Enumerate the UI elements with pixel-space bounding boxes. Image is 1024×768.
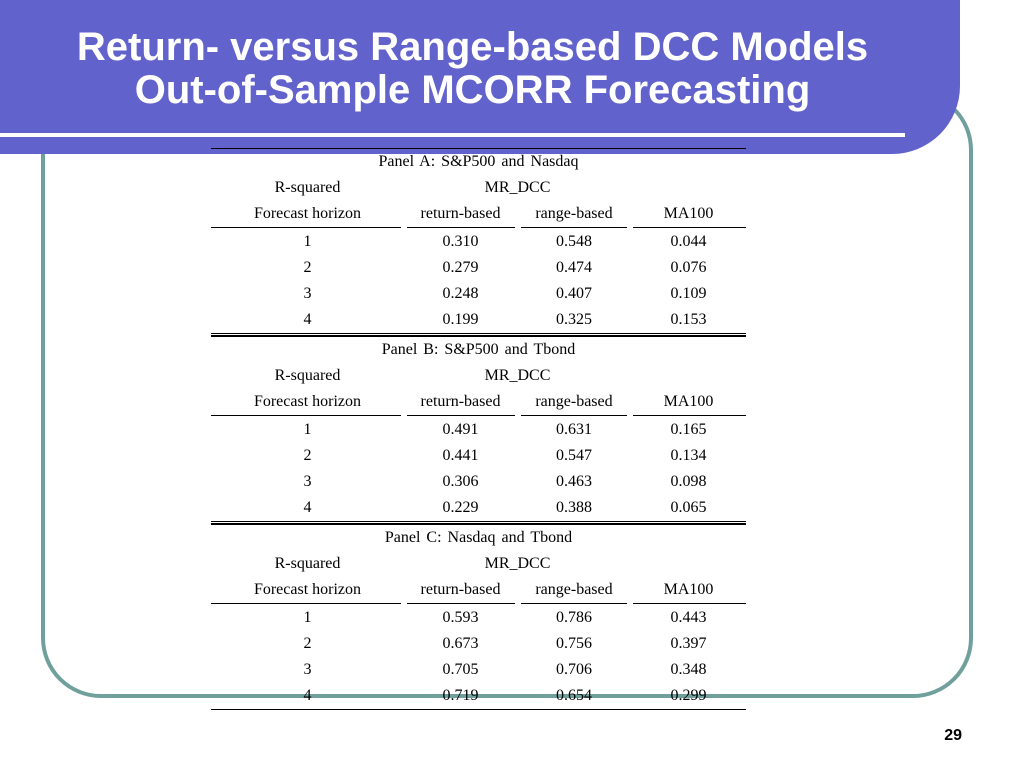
title-line-1: Return- versus Range-based DCC Models xyxy=(76,25,869,69)
horizon-cell: 1 xyxy=(303,421,312,438)
value-cell: 0.474 xyxy=(556,259,592,276)
value-cell: 0.109 xyxy=(670,285,707,302)
panel-title: Panel C: Nasdaq and Tbond xyxy=(384,529,573,546)
column-header: range-based xyxy=(535,205,613,222)
r-squared-label: R-squared xyxy=(274,555,341,572)
table-row xyxy=(211,307,746,333)
value-cell: 0.756 xyxy=(556,635,592,652)
value-cell: 0.325 xyxy=(556,311,592,328)
column-header: Forecast horizon xyxy=(253,393,362,410)
value-cell: 0.165 xyxy=(670,421,707,438)
value-cell: 0.547 xyxy=(556,447,592,464)
header-group-row xyxy=(211,551,746,577)
title-underline xyxy=(0,133,905,137)
horizon-cell: 4 xyxy=(303,499,312,516)
column-header: range-based xyxy=(535,581,613,598)
table-row xyxy=(211,469,746,495)
column-header: return-based xyxy=(420,581,501,598)
horizon-cell: 4 xyxy=(303,311,312,328)
panel-title: Panel A: S&P500 and Nasdaq xyxy=(378,153,579,170)
value-cell: 0.463 xyxy=(556,473,592,490)
value-cell: 0.548 xyxy=(556,233,592,250)
value-cell: 0.705 xyxy=(442,661,479,678)
horizon-cell: 2 xyxy=(303,635,312,652)
value-cell: 0.134 xyxy=(670,447,707,464)
value-cell: 0.388 xyxy=(556,499,592,516)
value-cell: 0.229 xyxy=(442,499,479,516)
results-table xyxy=(211,148,746,710)
column-header-row xyxy=(211,389,746,415)
value-cell: 0.491 xyxy=(442,421,479,438)
title-line-2: Out-of-Sample MCORR Forecasting xyxy=(134,68,811,112)
table-row xyxy=(211,255,746,281)
value-cell: 0.443 xyxy=(670,609,707,626)
panel-title-row xyxy=(211,525,746,551)
horizon-cell: 1 xyxy=(303,609,312,626)
mr-dcc-label: MR_DCC xyxy=(484,367,551,384)
column-header: range-based xyxy=(535,393,613,410)
value-cell: 0.441 xyxy=(442,447,479,464)
value-cell: 0.248 xyxy=(442,285,479,302)
column-header: MA100 xyxy=(663,205,714,222)
value-cell: 0.654 xyxy=(556,687,592,704)
horizon-cell: 1 xyxy=(303,233,312,250)
value-cell: 0.310 xyxy=(442,233,479,250)
table-row xyxy=(211,495,746,521)
value-cell: 0.065 xyxy=(670,499,707,516)
value-cell: 0.279 xyxy=(442,259,479,276)
r-squared-label: R-squared xyxy=(274,367,341,384)
header-group-row xyxy=(211,175,746,201)
horizon-cell: 2 xyxy=(303,259,312,276)
header-group-row xyxy=(211,363,746,389)
value-cell: 0.306 xyxy=(442,473,479,490)
page-number: 29 xyxy=(944,727,962,744)
table-row xyxy=(211,228,746,255)
value-cell: 0.631 xyxy=(556,421,592,438)
table-row xyxy=(211,683,746,709)
table-row xyxy=(211,604,746,631)
panel-title: Panel B: S&P500 and Tbond xyxy=(381,341,576,358)
column-header: return-based xyxy=(420,393,501,410)
value-cell: 0.348 xyxy=(670,661,707,678)
value-cell: 0.786 xyxy=(556,609,592,626)
horizon-cell: 3 xyxy=(303,473,312,490)
column-header-row xyxy=(211,577,746,603)
value-cell: 0.719 xyxy=(442,687,479,704)
mr-dcc-label: MR_DCC xyxy=(484,179,551,196)
column-header: Forecast horizon xyxy=(253,205,362,222)
slide-title xyxy=(0,26,945,112)
table-bottom-rule xyxy=(211,709,746,710)
column-header: MA100 xyxy=(663,581,714,598)
value-cell: 0.098 xyxy=(670,473,707,490)
table-row xyxy=(211,281,746,307)
value-cell: 0.199 xyxy=(442,311,479,328)
table-row xyxy=(211,443,746,469)
column-header-row xyxy=(211,201,746,227)
value-cell: 0.076 xyxy=(670,259,707,276)
r-squared-label: R-squared xyxy=(274,179,341,196)
value-cell: 0.706 xyxy=(556,661,592,678)
horizon-cell: 3 xyxy=(303,661,312,678)
value-cell: 0.673 xyxy=(442,635,479,652)
column-header: MA100 xyxy=(663,393,714,410)
horizon-cell: 4 xyxy=(303,687,312,704)
value-cell: 0.397 xyxy=(670,635,707,652)
value-cell: 0.044 xyxy=(670,233,707,250)
value-cell: 0.407 xyxy=(556,285,592,302)
panel-title-row xyxy=(211,337,746,363)
title-bar xyxy=(0,0,960,154)
panel-title-row xyxy=(211,149,746,175)
mr-dcc-label: MR_DCC xyxy=(484,555,551,572)
column-header: return-based xyxy=(420,205,501,222)
table-row xyxy=(211,657,746,683)
table-row xyxy=(211,416,746,443)
horizon-cell: 3 xyxy=(303,285,312,302)
value-cell: 0.299 xyxy=(670,687,707,704)
table-row xyxy=(211,631,746,657)
column-header: Forecast horizon xyxy=(253,581,362,598)
horizon-cell: 2 xyxy=(303,447,312,464)
value-cell: 0.593 xyxy=(442,609,479,626)
value-cell: 0.153 xyxy=(670,311,707,328)
